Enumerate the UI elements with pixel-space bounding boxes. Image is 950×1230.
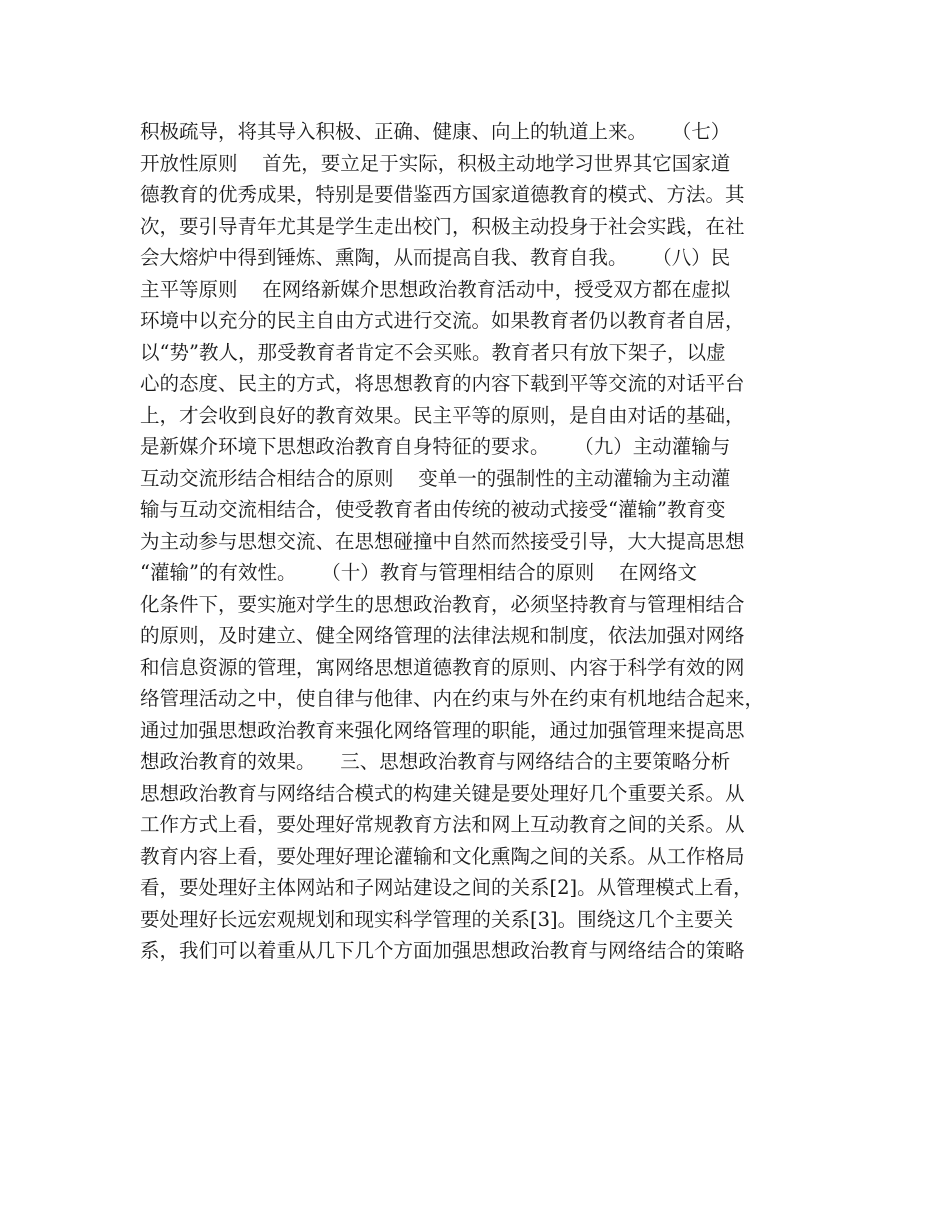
text-line: 化条件下，要实施对学生的思想政治教育，必须坚持教育与管理相结合 (140, 592, 745, 616)
text-line: 看，要处理好主体网站和子网站建设之间的关系[2]。从管理模式上看， (140, 876, 753, 899)
text-line: 工作方式上看，要处理好常规教育方法和网上互动教育之间的关系。从 (140, 813, 745, 836)
text-line: 环境中以充分的民主自由方式进行交流。如果教育者仍以教育者自居， (140, 309, 745, 332)
text-line: 系，我们可以着重从几下几个方面加强思想政治教育与网络结合的策略 (140, 939, 745, 962)
text-line: 和信息资源的管理，寓网络思想道德教育的原则、内容于科学有效的网 (140, 655, 745, 679)
text-line: 心的态度、民主的方式，将思想教育的内容下载到平等交流的对话平台 (140, 372, 745, 395)
text-line: 输与互动交流相结合，使受教育者由传统的被动式接受“灌输”教育变 (140, 498, 726, 521)
text-line: 积极疏导，将其导入积极、正确、健康、向上的轨道上来。 （七） (140, 120, 731, 143)
text-line: 上，才会收到良好的教育效果。民主平等的原则，是自由对话的基础， (140, 403, 745, 427)
text-line: 是新媒介环境下思想政治教育自身特征的要求。 （九）主动灌输与 (140, 435, 731, 458)
text-line: “灌输”的有效性。 （十）教育与管理相结合的原则 在网络文 (140, 561, 698, 584)
text-line: 以“势”教人，那受教育者肯定不会买账。教育者只有放下架子，以虚 (140, 340, 726, 364)
text-line: 为主动参与思想交流、在思想碰撞中自然而然接受引导，大大提高思想 (140, 529, 745, 553)
text-line: 络管理活动之中，使自律与他律、内在约束与外在约束有机地结合起来， (140, 687, 765, 710)
text-line: 的原则，及时建立、健全网络管理的法律法规和制度，依法加强对网络 (140, 624, 745, 647)
text-line: 教育内容上看，要处理好理论灌输和文化熏陶之间的关系。从工作格局 (140, 844, 745, 868)
text-line: 思想政治教育与网络结合模式的构建关键是要处理好几个重要关系。从 (140, 781, 745, 805)
text-line: 德教育的优秀成果，特别是要借鉴西方国家道德教育的模式、方法。其 (140, 183, 745, 206)
text-line: 主平等原则 在网络新媒介思想政治教育活动中，授受双方都在虚拟 (140, 277, 731, 301)
text-line: 会大熔炉中得到锤炼、熏陶，从而提高自我、教育自我。 （八）民 (140, 246, 731, 269)
text-line: 通过加强思想政治教育来强化网络管理的职能，通过加强管理来提高思 (140, 718, 745, 742)
text-line: 要处理好长远宏观规划和现实科学管理的关系[3]。围绕这几个主要关 (140, 907, 734, 931)
text-line: 互动交流形结合相结合的原则 变单一的强制性的主动灌输为主动灌 (140, 466, 731, 490)
body-text (140, 116, 820, 967)
text-line: 开放性原则 首先，要立足于实际，积极主动地学习世界其它国家道 (140, 151, 731, 175)
text-line: 次，要引导青年尤其是学生走出校门，积极主动投身于社会实践，在社 (140, 214, 745, 238)
text-line: 想政治教育的效果。 三、思想政治教育与网络结合的主要策略分析 (140, 750, 731, 773)
